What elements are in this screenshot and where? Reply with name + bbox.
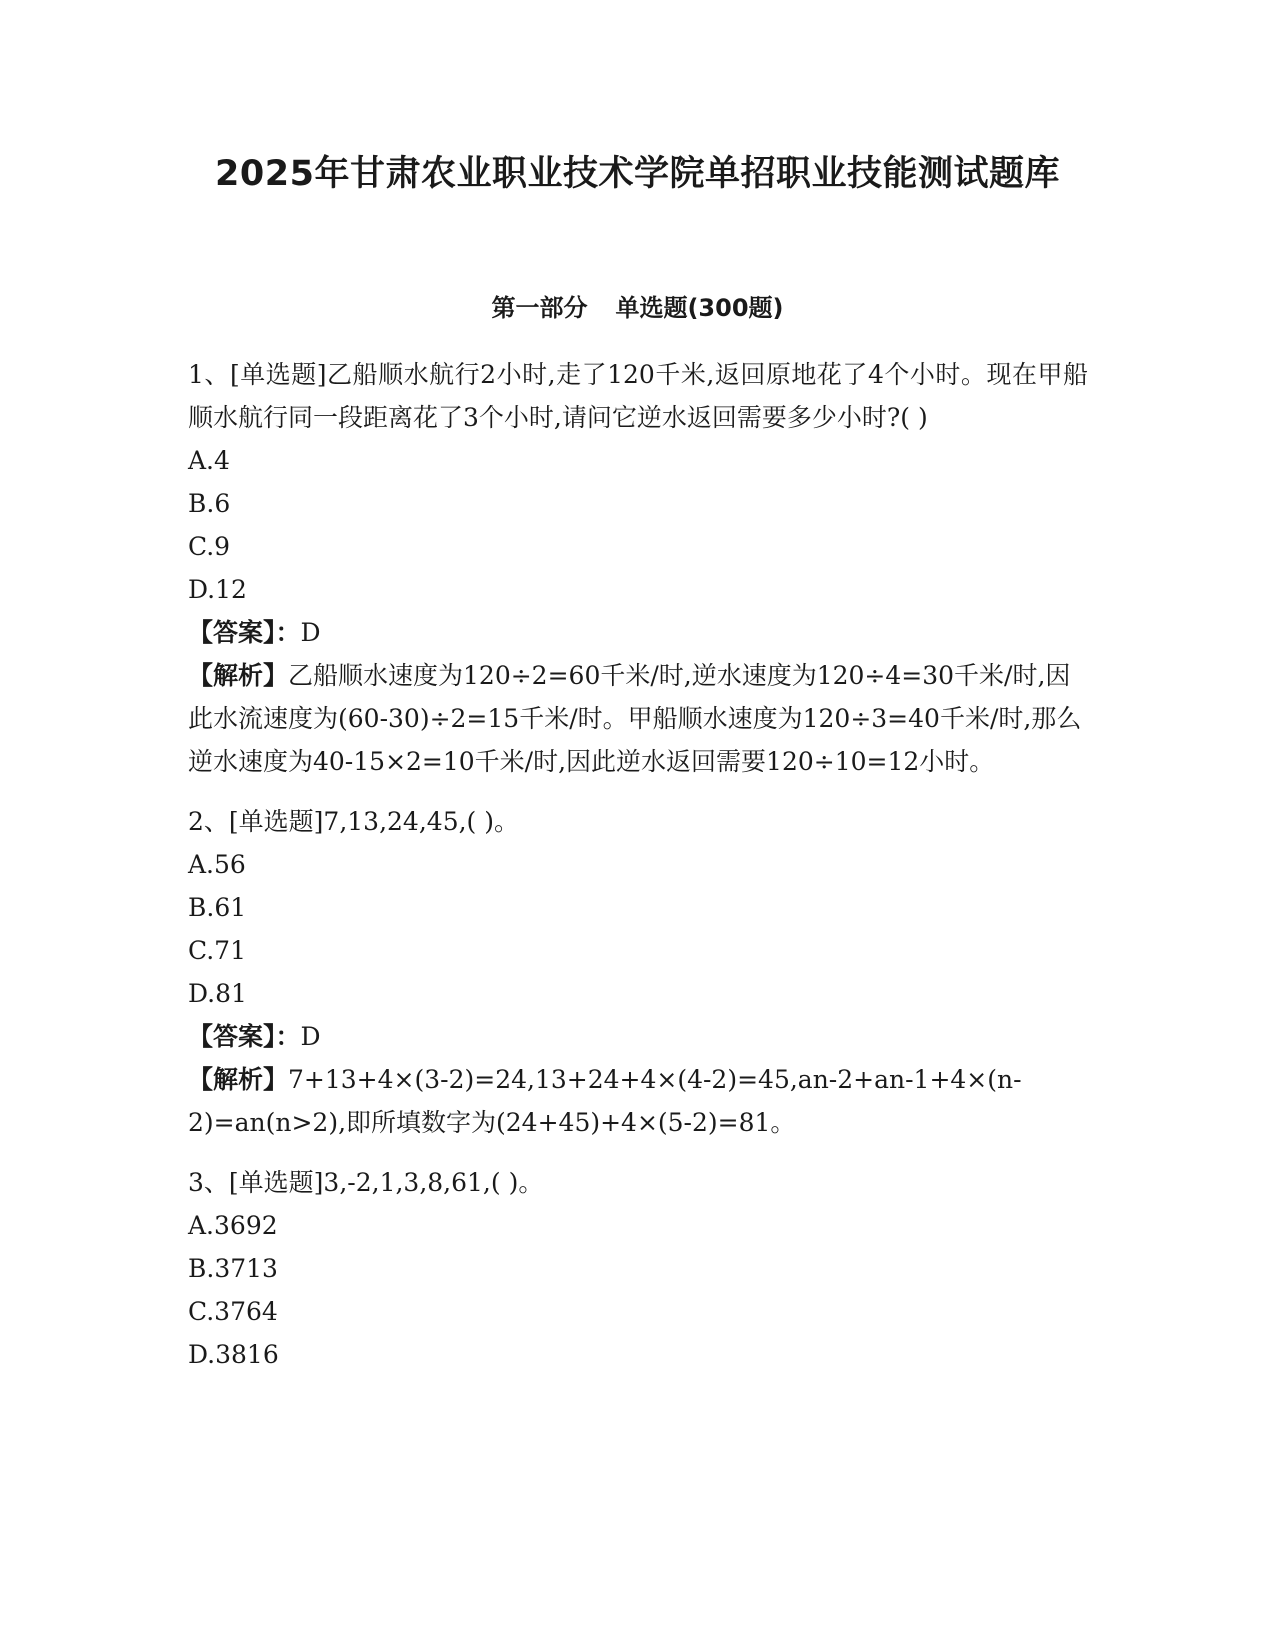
answer-line [188, 1015, 1088, 1058]
question-list [188, 353, 1088, 1393]
option-c: C.9 [188, 532, 231, 561]
section-part: 第一部分 [491, 294, 588, 322]
analysis-label: 【解析】 [188, 1065, 289, 1094]
answer-line [188, 611, 1088, 654]
option-a: A.4 [188, 446, 230, 475]
option-b: B.3713 [188, 1254, 278, 1283]
question-3 [188, 1161, 1088, 1376]
question-2 [188, 800, 1088, 1144]
option-b: B.61 [188, 893, 247, 922]
option-d: D.3816 [188, 1340, 279, 1369]
analysis-label: 【解析】 [188, 661, 289, 690]
answer-label: 【答案】 [188, 1022, 276, 1051]
option-c: C.3764 [188, 1297, 278, 1326]
analysis-text: 乙船顺水速度为120÷2=60千米/时,逆水速度为120÷4=30千米/时,因此水流速度为(60-30)÷2=15千米/时。甲船顺水速度为120÷3=40千米/时,那么逆水速度为40-15×2=10千米/时,因此逆水返回需要120÷10=12小时。 [188, 661, 1082, 776]
section-heading [0, 290, 1275, 326]
document-title: 2025年甘肃农业职业技术学院单招职业技能测试题库 [215, 154, 1060, 194]
answer-value: D [300, 618, 321, 647]
answer-separator: ： [275, 1022, 301, 1051]
answer-label: 【答案】 [188, 618, 276, 647]
question-1 [188, 353, 1088, 783]
answer-separator: ： [275, 618, 301, 647]
section-name: 单选题(300题) [615, 294, 784, 322]
question-stem: 3、[单选题]3,-2,1,3,8,61,( )。 [188, 1168, 544, 1197]
answer-value: D [300, 1022, 321, 1051]
question-stem: 1、[单选题]乙船顺水航行2小时,走了120千米,返回原地花了4个小时。现在甲船顺水航行同一段距离花了3个小时,请问它逆水返回需要多少小时?( ) [188, 360, 1088, 432]
question-stem: 2、[单选题]7,13,24,45,( )。 [188, 807, 519, 836]
analysis-line [188, 654, 1088, 783]
analysis-text: 7+13+4×(3-2)=24,13+24+4×(4-2)=45,an-2+an-1+4×(n-2)=an(n>2),即所填数字为(24+45)+4×(5-2)=81。 [188, 1065, 1022, 1137]
analysis-line [188, 1058, 1088, 1144]
option-c: C.71 [188, 936, 246, 965]
option-d: D.12 [188, 575, 247, 604]
option-d: D.81 [188, 979, 247, 1008]
option-b: B.6 [188, 489, 231, 518]
option-a: A.56 [188, 850, 246, 879]
option-a: A.3692 [188, 1211, 278, 1240]
